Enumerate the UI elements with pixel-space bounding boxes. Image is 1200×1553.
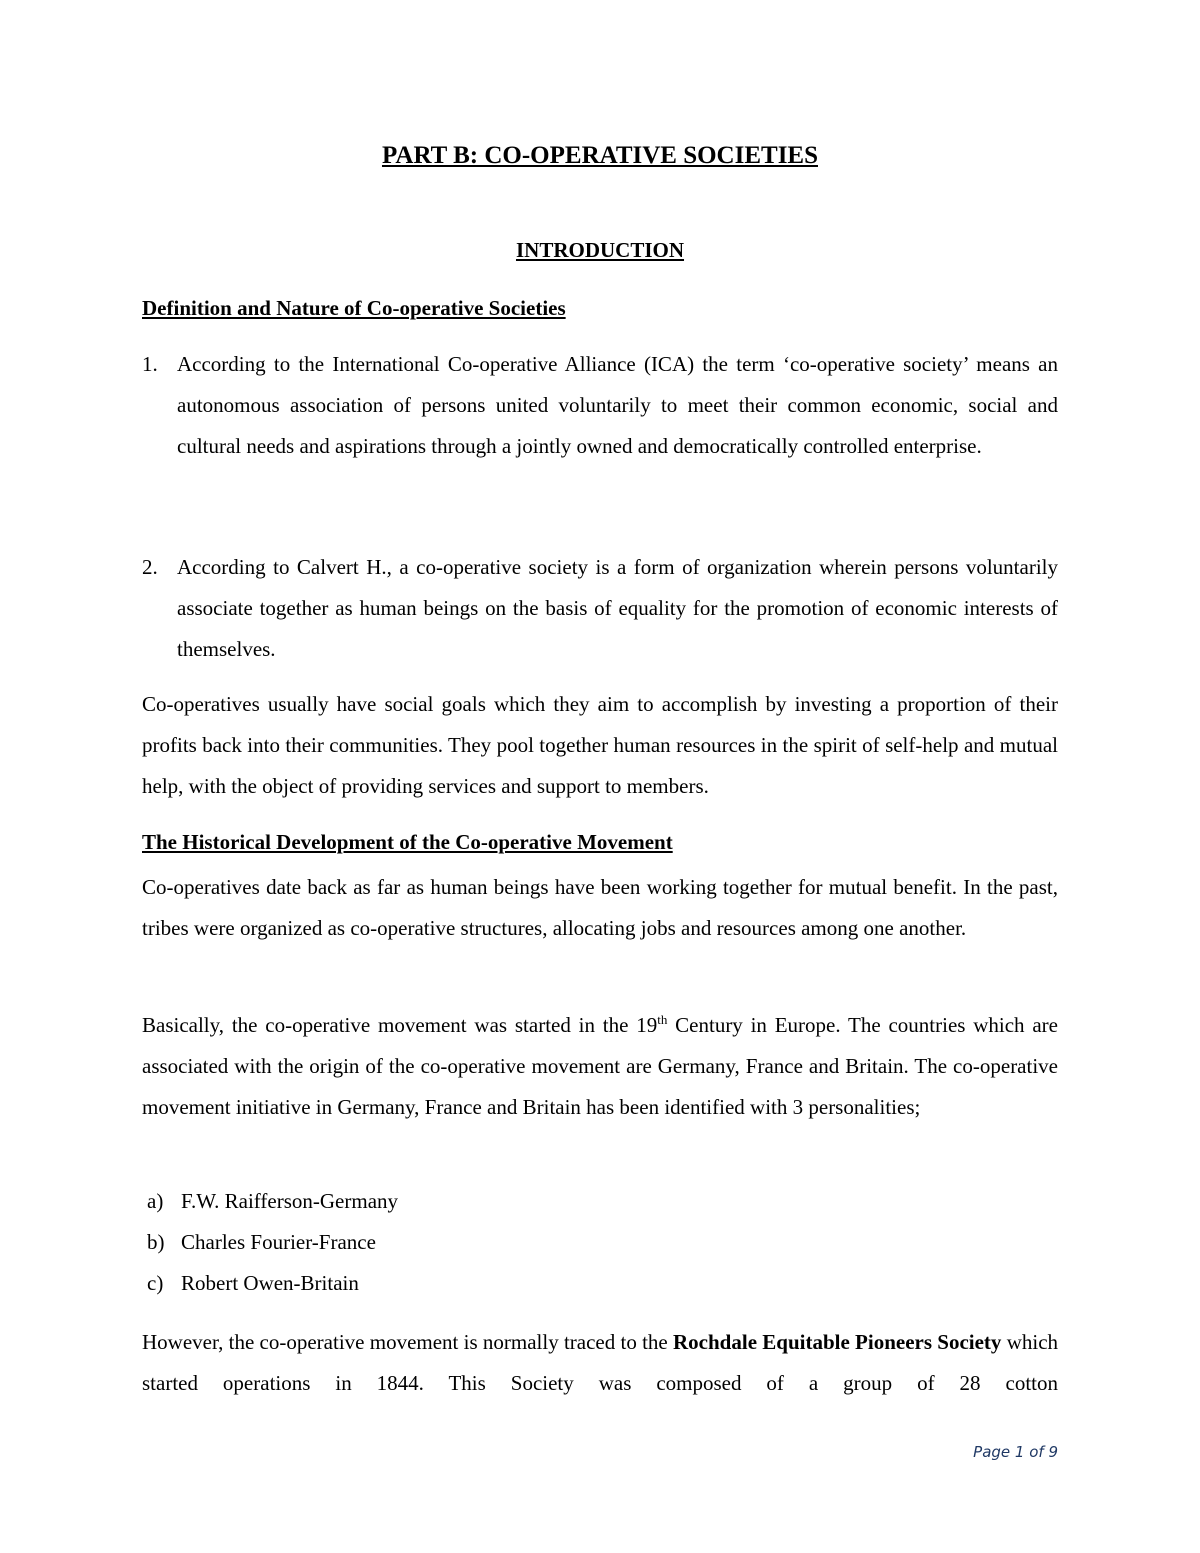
- rochdale-text-end: which started operations in 1844. This Society was composed of a group of 28 cotton: [142, 1330, 1059, 1395]
- personality-label: c): [147, 1271, 164, 1295]
- history-paragraph-2-end: Century in Europe. The countries which are associated with the origin of the co-operative movement are Germany, France and Britain. The co-operative movement initiative in Germany, France and Britain has been identified with 3 personalities;: [142, 1013, 1058, 1119]
- introduction-heading: INTRODUCTION: [515, 238, 685, 262]
- definition-item-text: According to Calvert H., a co-operative society is a form of organization wherein persons voluntarily associate together as human beings on the basis of equality for the promotion of economic interests of themselves.: [177, 555, 1058, 661]
- rochdale-text-start: However, the co-operative movement is normally traced to the: [142, 1330, 674, 1354]
- definition-item-text: According to the International Co-operative Alliance (ICA) the term ‘co-operative society’ means an autonomous association of persons united voluntarily to meet their common economic, social and cultural needs and aspirations through a jointly owned and democratically controlled enterprise.: [177, 352, 1058, 458]
- personality-item: [142, 1186, 398, 1216]
- personality-text: Charles Fourier-France: [181, 1230, 376, 1254]
- personality-label: b): [147, 1230, 165, 1254]
- rochdale-paragraph: [142, 1322, 1058, 1404]
- personality-label: a): [147, 1189, 164, 1213]
- personality-item: [142, 1268, 359, 1298]
- definition-heading: Definition and Nature of Co-operative Societies: [142, 296, 566, 320]
- personality-text: Robert Owen-Britain: [181, 1271, 359, 1295]
- superscript-th: th: [657, 1012, 668, 1027]
- definition-item-1: [142, 344, 1058, 467]
- history-paragraph-2: [142, 1005, 1058, 1128]
- rochdale-society-name: Rochdale Equitable Pioneers Society: [673, 1330, 1002, 1354]
- definition-item-2: [142, 547, 1058, 670]
- definition-item-number: 2.: [142, 555, 158, 579]
- history-paragraph-1: Co-operatives date back as far as human beings have been working together for mutual benefit. In the past, tribes were organized as co-operative structures, allocating jobs and resources among one another.: [142, 875, 1058, 940]
- goals-paragraph: Co-operatives usually have social goals which they aim to accomplish by investing a proportion of their profits back into their communities. They pool together human resources in the spirit of self-help and mutual help, with the object of providing services and support to members.: [142, 692, 1058, 798]
- page-title: PART B: CO-OPERATIVE SOCIETIES: [381, 142, 818, 169]
- history-paragraph-2-start: Basically, the co-operative movement was started in the 19: [142, 1013, 658, 1037]
- page-number: Page 1 of 9: [973, 1443, 1058, 1461]
- personality-text: F.W. Raifferson-Germany: [181, 1189, 399, 1213]
- definition-item-number: 1.: [142, 352, 158, 376]
- personality-item: [142, 1227, 376, 1257]
- history-heading: The Historical Development of the Co-operative Movement: [142, 830, 673, 854]
